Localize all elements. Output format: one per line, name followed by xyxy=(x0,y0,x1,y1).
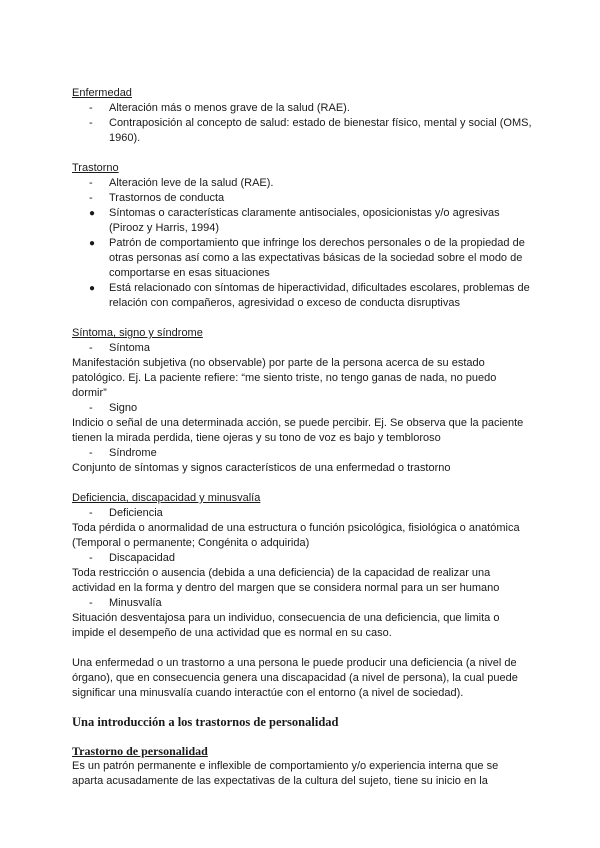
document-page xyxy=(72,86,532,789)
definition: Manifestación subjetiva (no observable) por parte de la persona acerca de su estado patológico. Ej. La paciente refiere: “me siento triste, no tengo ganas de nada, no puedo dormir” xyxy=(72,357,497,399)
term: - Minusvalía xyxy=(89,597,162,609)
term: - Deficiencia xyxy=(89,507,163,519)
summary-paragraph: Una enfermedad o un trastorno a una persona le puede producir una deficiencia (a nivel de órgano), que en consecuencia genera una discapacidad (a nivel de persona), la cual puede significar una minusvalía cuando interactúe con el entorno (a nivel de sociedad). xyxy=(72,657,518,699)
section-heading-trastorno: Trastorno xyxy=(72,162,119,174)
section-title-intro: Una introducción a los trastornos de personalidad xyxy=(72,715,339,729)
bullet-item: ● Síntomas o características claramente antisociales, oposicionistas y/o agresivas (Pirooz y Harris, 1994) xyxy=(89,207,500,234)
definition: Conjunto de síntomas y signos característicos de una enfermedad o trastorno xyxy=(72,462,451,474)
bullet-item: ● Patrón de comportamiento que infringe los derechos personales o de la propiedad de otras personas así como a las expectativas básicas de la sociedad sobre el modo de comportarse en esas situaciones xyxy=(89,237,525,279)
bullet-icon: ● xyxy=(89,238,96,249)
section-heading-deficiencia: Deficiencia, discapacidad y minusvalía xyxy=(72,492,261,504)
term: - Discapacidad xyxy=(89,552,176,564)
bullet-icon: ● xyxy=(89,283,96,294)
list-item: - Contraposición al concepto de salud: estado de bienestar físico, mental y social (OMS, 1960). xyxy=(89,117,532,144)
term: - Síndrome xyxy=(89,447,157,459)
definition: Toda pérdida o anormalidad de una estructura o función psicológica, fisiológica o anatómica (Temporal o permanente; Congénita o adquirida) xyxy=(72,522,520,549)
term: - Signo xyxy=(89,402,138,414)
definition: Situación desventajosa para un individuo, consecuencia de una deficiencia, que limita o impide el desempeño de una actividad que es normal en su caso. xyxy=(72,612,500,639)
bullet-icon: ● xyxy=(89,208,96,219)
list-item: - Trastornos de conducta xyxy=(89,192,225,204)
bullet-item: ● Está relacionado con síntomas de hiperactividad, dificultades escolares, problemas de relación con compañeros, agresividad o exceso de conducta disruptivas xyxy=(89,282,530,309)
term: - Síntoma xyxy=(89,342,150,354)
personalidad-text: Es un patrón permanente e inflexible de comportamiento y/o experiencia interna que se aparta acusadamente de las expectativas de la cultura del sujeto, tiene su inicio en la xyxy=(72,760,499,787)
definition: Indicio o señal de una determinada acción, se puede percibir. Ej. Se observa que la paciente tienen la mirada perdida, tiene ojeras y su tono de voz es bajo y tembloroso xyxy=(72,417,524,444)
subsection-title-personalidad: Trastorno de personalidad xyxy=(72,744,208,758)
list-item: - Alteración más o menos grave de la salud (RAE). xyxy=(89,102,350,114)
list-item: - Alteración leve de la salud (RAE). xyxy=(89,177,274,189)
section-heading-enfermedad: Enfermedad xyxy=(72,87,132,99)
definition: Toda restricción o ausencia (debida a una deficiencia) de la capacidad de realizar una actividad en la forma y dentro del margen que se considera normal para un ser humano xyxy=(72,567,500,594)
section-heading-sintoma: Síntoma, signo y síndrome xyxy=(72,327,203,339)
